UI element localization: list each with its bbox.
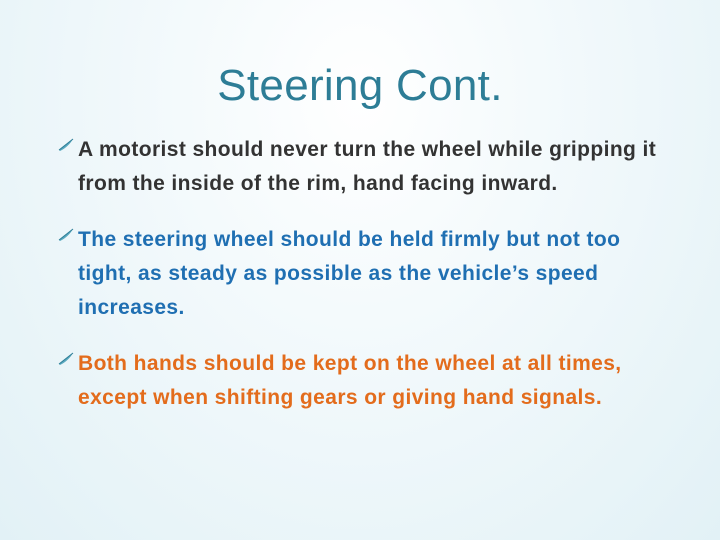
bullet-text: The steering wheel should be held firmly but not too tight, as steady as possible as the vehicle’s speed increases.: [78, 228, 621, 319]
bullet-list: [58, 133, 678, 437]
feather-bullet-icon: [58, 352, 74, 366]
bullet-text: A motorist should never turn the wheel while gripping it from the inside of the rim, hand facing inward.: [78, 138, 657, 195]
bullet-item: [58, 223, 678, 325]
bullet-text: Both hands should be kept on the wheel at all times, except when shifting gears or giving hand signals.: [78, 352, 622, 409]
bullet-item: [58, 133, 678, 201]
slide-title: Steering Cont.: [217, 61, 503, 110]
bullet-item: [58, 347, 678, 415]
feather-bullet-icon: [58, 138, 74, 152]
feather-bullet-icon: [58, 228, 74, 242]
